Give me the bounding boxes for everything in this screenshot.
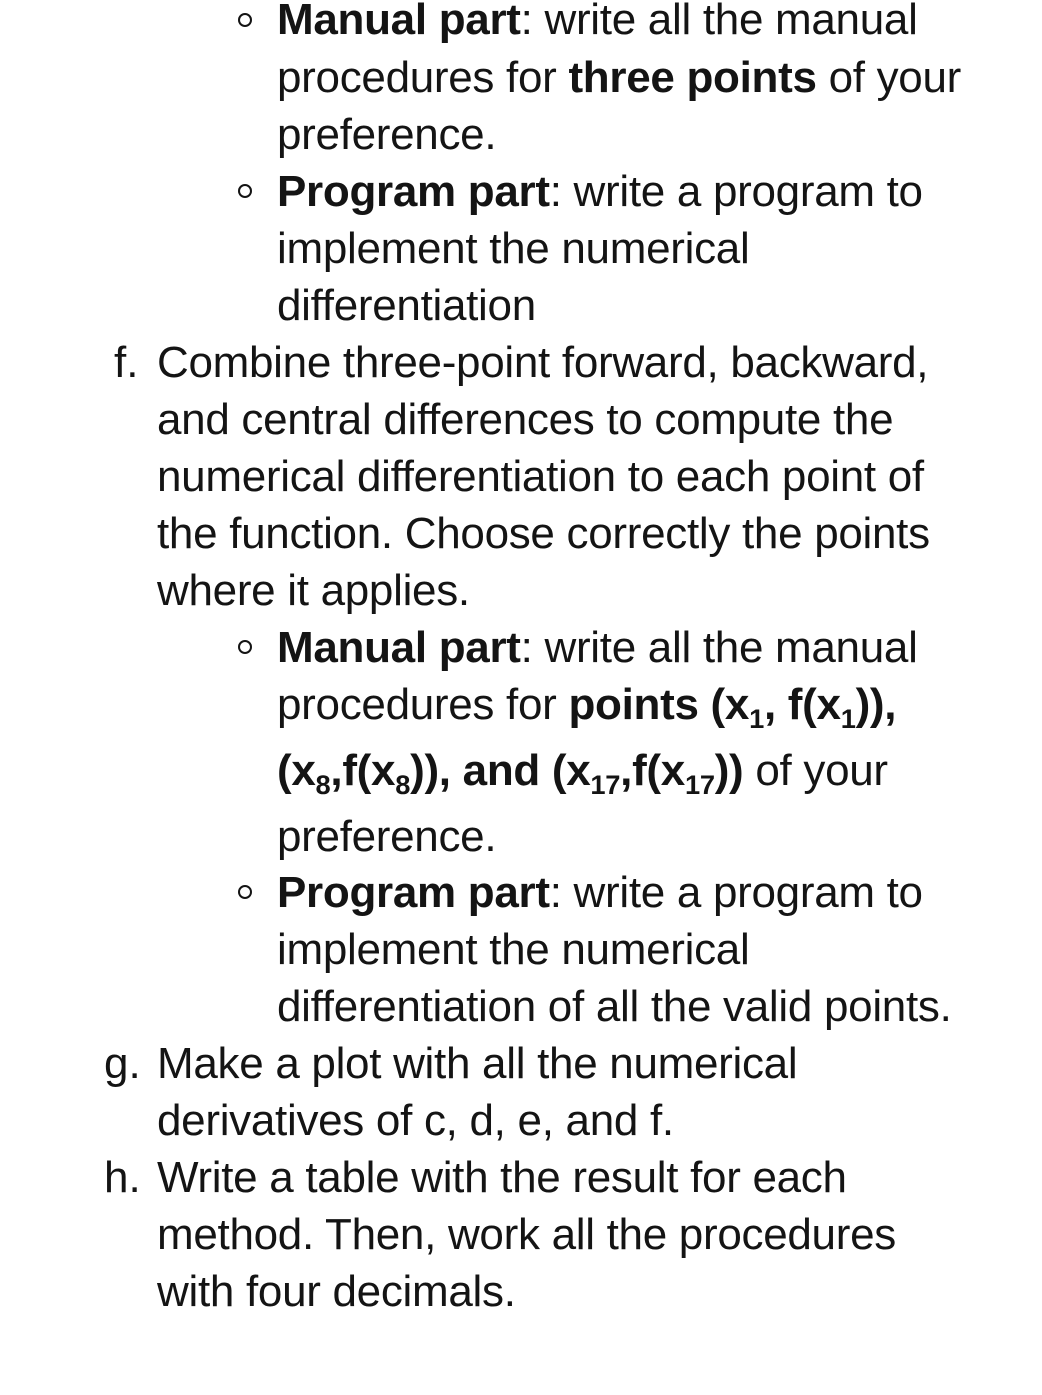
f-program-line-3: differentiation of all the valid points. [277,982,952,1031]
bullet-icon [238,640,252,654]
f-program-line-1: Program part: write a program to [277,868,923,917]
manual-part-label: Manual part [277,623,521,672]
manual-part-line-3: preference. [277,110,497,159]
manual-part-line-1: Manual part: write all the manual [277,0,918,42]
item-h-line-2: method. Then, work all the procedures [157,1210,896,1259]
list-marker-g: g. [104,1039,141,1088]
item-g-line-1: Make a plot with all the numerical [157,1039,798,1088]
item-f-line-3: numerical differentiation to each point of [157,452,924,501]
f-manual-line-4: preference. [277,812,497,861]
item-f-line-2: and central differences to compute the [157,395,894,444]
bullet-icon [238,885,252,899]
item-f-line-1: Combine three-point forward, backward, [157,338,929,387]
f-manual-line-1: Manual part: write all the manual [277,623,918,672]
program-part-line-1: Program part: write a program to [277,167,923,216]
program-part-label: Program part [277,167,550,216]
f-manual-line-3: (x8,f(x8)), and (x17,f(x17)) of your [277,746,888,800]
program-part-label: Program part [277,868,550,917]
list-marker-h: h. [104,1153,141,1202]
bullet-icon [238,13,252,27]
manual-part-label: Manual part [277,0,521,44]
item-f-line-5: where it applies. [157,566,470,615]
item-h-line-1: Write a table with the result for each [157,1153,847,1202]
f-program-line-2: implement the numerical [277,925,750,974]
item-h-line-3: with four decimals. [157,1267,516,1316]
list-marker-f: f. [114,338,139,387]
manual-part-line-2: procedures for three points of your [277,53,961,102]
item-f-line-4: the function. Choose correctly the points [157,509,930,558]
program-part-line-3: differentiation [277,281,536,330]
bullet-icon [238,184,252,198]
item-g-line-2: derivatives of c, d, e, and f. [157,1096,674,1145]
program-part-line-2: implement the numerical [277,224,750,273]
f-manual-line-2: procedures for points (x1, f(x1)), [277,680,897,734]
